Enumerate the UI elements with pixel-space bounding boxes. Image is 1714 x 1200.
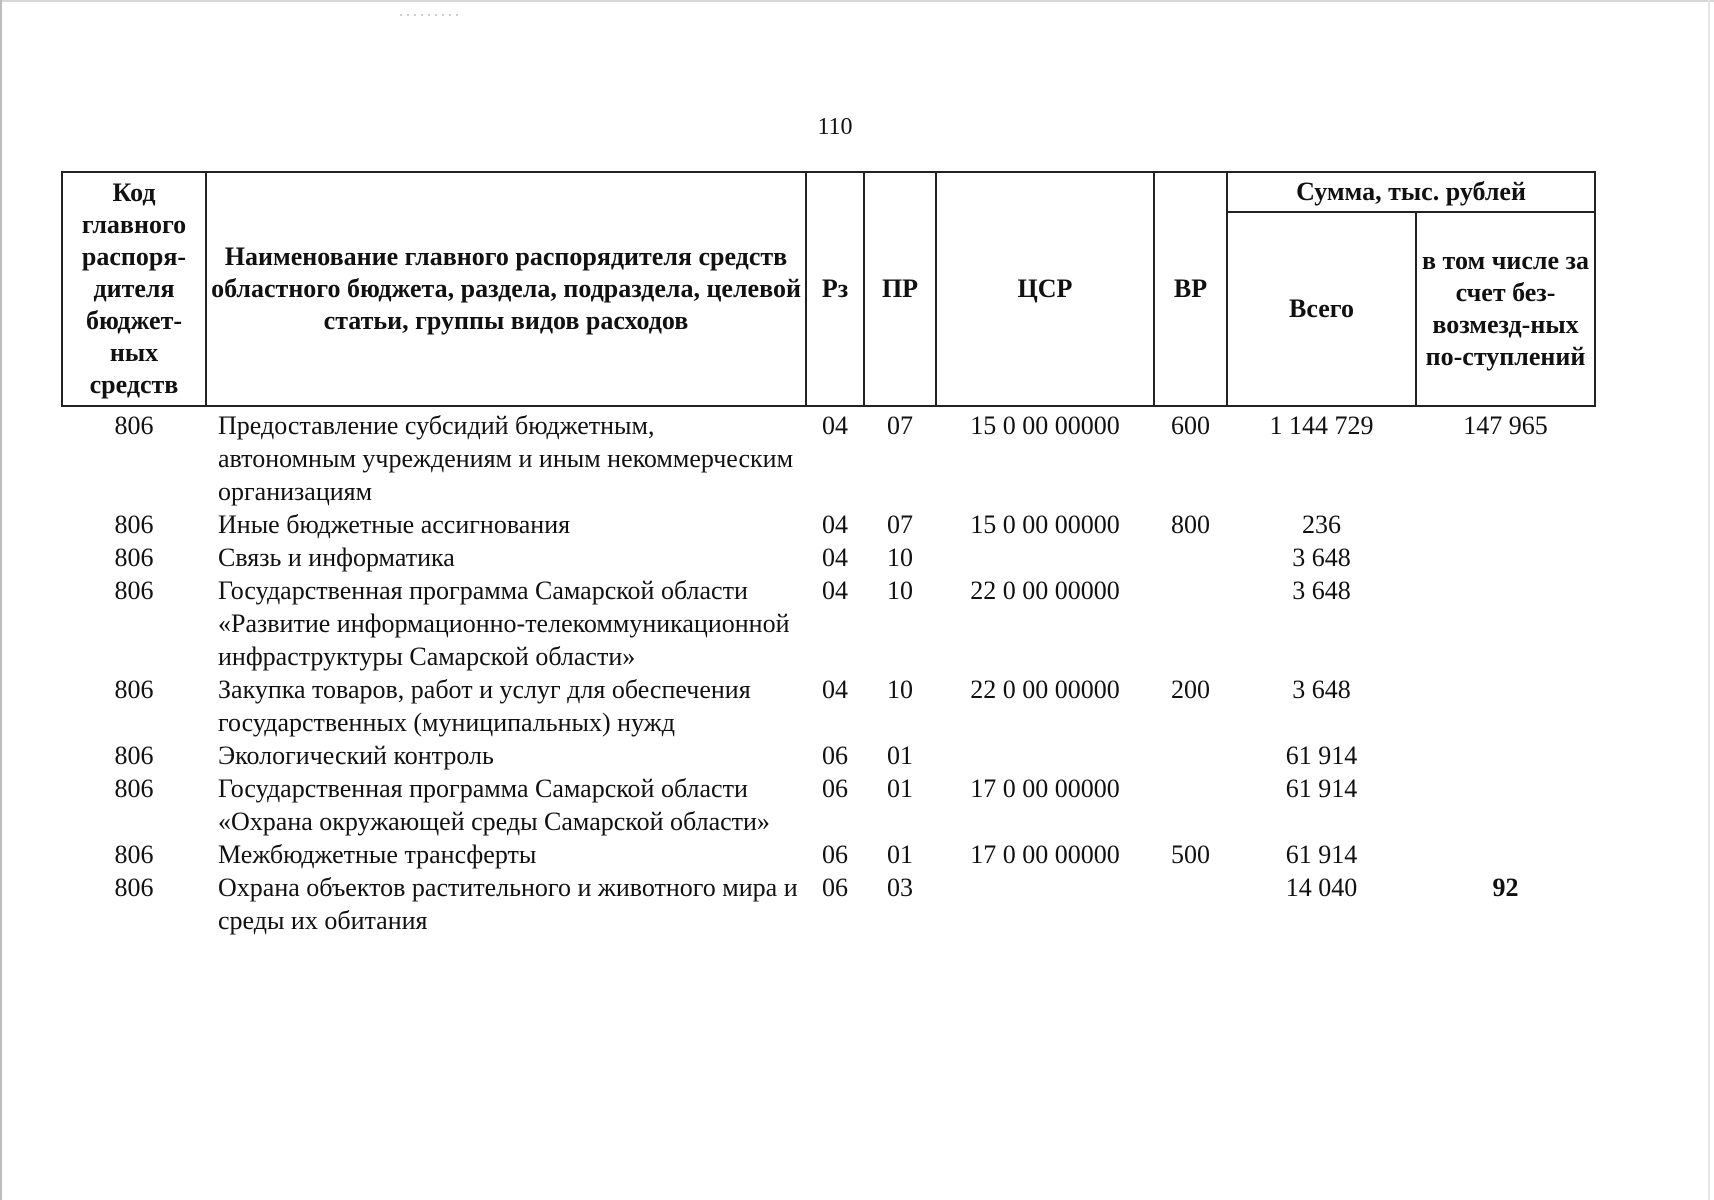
cell-code: 806 [114,411,154,440]
cell-name: Межбюджетные трансферты [218,840,537,869]
cell-vr [1154,871,1227,937]
table-body [62,406,1595,937]
cell-gratuitous [1416,508,1595,541]
cell-gratuitous [1416,541,1595,574]
cell-vr: 500 [1171,840,1210,869]
cell-csr: 17 0 00 00000 [970,840,1120,869]
table-row [62,838,1595,871]
table-header [62,172,1595,406]
cell-csr: 15 0 00 00000 [970,411,1120,440]
cell-code: 806 [114,543,154,572]
cell-pr: 01 [887,774,913,803]
cell-vr: 600 [1171,411,1210,440]
cell-pr: 01 [887,741,913,770]
cell-csr [936,871,1154,937]
cell-csr: 17 0 00 00000 [970,774,1120,803]
cell-name: Предоставление субсидий бюджетным, автономным учреждениям и иным некоммерческим организациям [218,411,794,506]
header-pr: ПР [864,172,936,406]
cell-name: Государственная программа Самарской области «Охрана окружающей среды Самарской области» [218,774,770,836]
cell-rz: 04 [822,675,848,704]
page-number: 110 [817,114,853,140]
table-row [62,871,1595,937]
cell-total: 3 648 [1292,543,1351,572]
cell-vr [1154,541,1227,574]
cell-rz: 04 [822,510,848,539]
header-total: Всего [1227,212,1416,406]
cell-gratuitous [1416,739,1595,772]
table-row [62,772,1595,838]
cell-total: 61 914 [1285,774,1358,803]
cell-gratuitous [1416,838,1595,871]
table-row [62,406,1595,508]
header-name: Наименование главного распорядителя средств областного бюджета, раздела, подраздела, целевой статьи, группы видов расходов [206,172,806,406]
scan-speck [400,14,460,16]
table-row [62,673,1595,739]
header-csr: ЦСР [936,172,1154,406]
cell-name: Закупка товаров, работ и услуг для обеспечения государственных (муниципальных) нужд [218,675,751,737]
cell-pr: 10 [887,576,913,605]
table-row [62,574,1595,673]
cell-rz: 06 [822,873,848,902]
header-vr: ВР [1154,172,1227,406]
cell-gratuitous [1416,772,1595,838]
cell-name: Экологический контроль [218,741,494,770]
cell-pr: 07 [887,411,913,440]
cell-csr: 15 0 00 00000 [970,510,1120,539]
cell-code: 806 [114,873,154,902]
cell-gratuitous: 147 965 [1463,411,1548,440]
table-row [62,508,1595,541]
header-rz: Рз [806,172,864,406]
cell-vr [1154,739,1227,772]
cell-pr: 01 [887,840,913,869]
cell-code: 806 [114,576,154,605]
cell-total: 3 648 [1292,675,1351,704]
cell-code: 806 [114,774,154,803]
cell-code: 806 [114,741,154,770]
cell-total: 1 144 729 [1269,411,1374,440]
cell-rz: 04 [822,411,848,440]
cell-gratuitous [1416,673,1595,739]
header-code: Код главного распоря-дителя бюджет-ных средств [62,172,206,406]
budget-table [61,171,1596,937]
cell-rz: 06 [822,840,848,869]
scan-edge-top [0,0,1714,2]
scan-edge-right [1708,0,1710,1200]
cell-pr: 03 [887,873,913,902]
cell-name: Государственная программа Самарской области «Развитие информационно-телекоммуникационной инфраструктуры Самарской области» [218,576,790,671]
cell-csr [936,739,1154,772]
header-gratuitous: в том числе за счет без-возмезд-ных по-ступлений [1416,212,1595,406]
cell-gratuitous [1416,574,1595,673]
cell-vr: 200 [1171,675,1210,704]
cell-rz: 04 [822,576,848,605]
cell-total: 3 648 [1292,576,1351,605]
cell-total: 14 040 [1285,873,1358,902]
header-sum-group: Сумма, тыс. рублей [1227,172,1595,212]
cell-code: 806 [114,840,154,869]
table-row [62,739,1595,772]
cell-vr [1154,574,1227,673]
cell-total: 61 914 [1285,840,1358,869]
cell-gratuitous: 92 [1492,873,1519,902]
cell-code: 806 [114,675,154,704]
cell-vr [1154,772,1227,838]
cell-pr: 07 [887,510,913,539]
cell-code: 806 [114,510,154,539]
cell-pr: 10 [887,675,913,704]
cell-rz: 06 [822,741,848,770]
cell-name: Иные бюджетные ассигнования [218,510,571,539]
cell-rz: 04 [822,543,848,572]
cell-csr [936,541,1154,574]
cell-name: Охрана объектов растительного и животного мира и среды их обитания [218,873,798,935]
cell-total: 61 914 [1285,741,1358,770]
cell-vr: 800 [1171,510,1210,539]
cell-total: 236 [1302,510,1341,539]
cell-csr: 22 0 00 00000 [970,576,1120,605]
scan-edge-left [0,0,2,1200]
cell-pr: 10 [887,543,913,572]
cell-rz: 06 [822,774,848,803]
cell-csr: 22 0 00 00000 [970,675,1120,704]
cell-name: Связь и информатика [218,543,455,572]
table-row [62,541,1595,574]
